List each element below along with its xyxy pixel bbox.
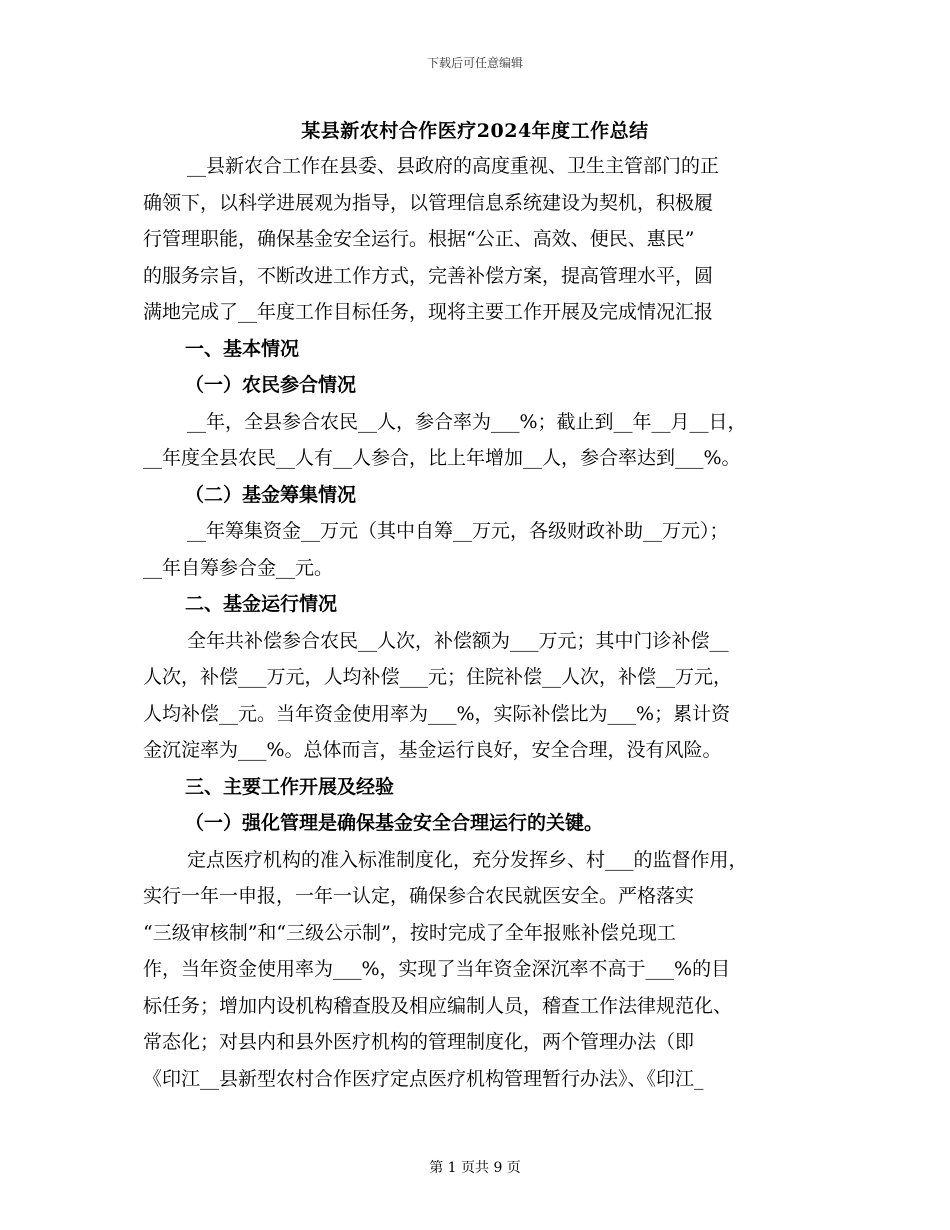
paragraph-line: __年，全县参合农民__人，参合率为___%；截止到__年__月__日， (187, 410, 747, 433)
document-title: 某县新农村合作医疗2024年度工作总结 (301, 120, 649, 142)
subsection-heading: （一）强化管理是确保基金安全合理运行的关键。 (185, 812, 604, 834)
document-body (143, 148, 808, 1097)
paragraph-line: 行管理职能，确保基金安全运行。根据“公正、高效、便民、惠民” (143, 228, 695, 250)
paragraph-line: 常态化；对县内和县外医疗机构的管理制度化，两个管理办法（即 (143, 1031, 695, 1053)
paragraph-line: __年筹集资金__万元（其中自筹__万元，各级财政补助__万元）； (187, 520, 729, 542)
header-note: 下载后可任意编辑 (426, 56, 523, 70)
paragraph-line: __县新农合工作在县委、县政府的高度重视、卫生主管部门的正 (187, 155, 720, 177)
paragraph-line: 满地完成了__年度工作目标任务，现将主要工作开展及完成情况汇报 (143, 301, 714, 323)
section-heading: 三、主要工作开展及经验 (185, 775, 395, 798)
paragraph-line: 的服务宗旨，不断改进工作方式，完善补偿方案，提高管理水平，圆 (143, 264, 714, 287)
section-heading: 一、基本情况 (185, 337, 300, 360)
paragraph-line: “三级审核制”和“三级公示制”，按时完成了全年报账补偿兑现工 (143, 921, 676, 944)
paragraph-line: 定点医疗机构的准入标准制度化，充分发挥乡、村___的监督作用， (187, 848, 748, 871)
page-footer: 第 1 页共 9 页 (429, 1160, 521, 1176)
paragraph-line: 确领下，以科学进展观为指导，以管理信息系统建设为契机，积极履 (143, 191, 714, 214)
subsection-heading: （一）农民参合情况 (185, 374, 357, 396)
subsection-heading: （二）基金筹集情况 (185, 483, 357, 506)
paragraph-line: 金沉淀率为___%。总体而言，基金运行良好，安全合理，没有风险。 (143, 739, 722, 761)
paragraph-line: __年度全县农民__人有__人参合，比上年增加__人，参合率达到___%。 (143, 447, 741, 469)
paragraph-line: __年自筹参合金__元。 (143, 556, 334, 579)
paragraph-line: 实行一年一申报，一年一认定，确保参合农民就医安全。严格落实 (143, 885, 695, 907)
paragraph-line: 全年共补偿参合农民__人次，补偿额为___万元；其中门诊补偿__ (187, 629, 729, 652)
paragraph-line: 作，当年资金使用率为___%，实现了当年资金深沉率不高于___%的目 (143, 958, 731, 980)
section-heading: 二、基金运行情况 (185, 593, 338, 615)
paragraph-line: 人次，补偿___万元，人均补偿___元；住院补偿__人次，补偿__万元， (143, 666, 733, 688)
paragraph-line: 人均补偿__元。当年资金使用率为___%，实际补偿比为___%；累计资 (143, 702, 731, 725)
paragraph-line: 标任务；增加内设机构稽查股及相应编制人员，稽查工作法律规范化、 (143, 994, 733, 1017)
paragraph-line: 《印江__县新型农村合作医疗定点医疗机构管理暂行办法》、《印江_ (143, 1067, 704, 1090)
